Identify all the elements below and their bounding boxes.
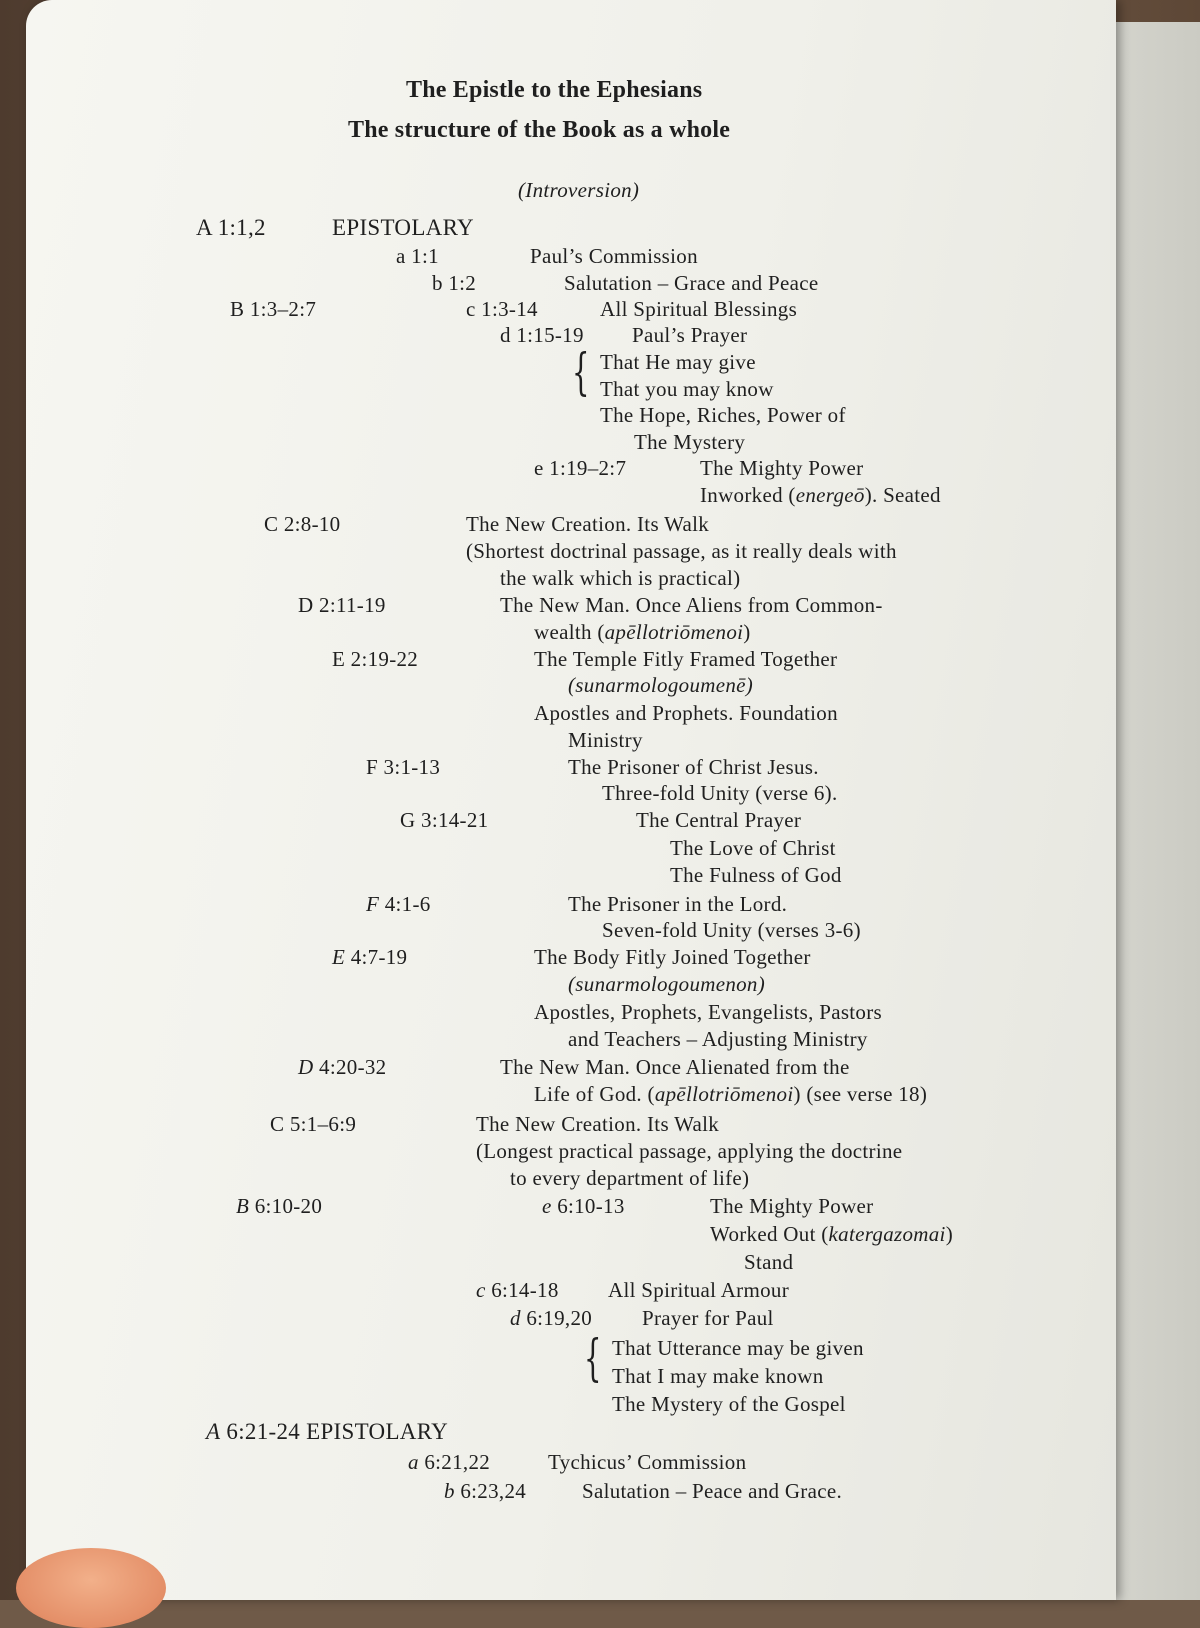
- member-C2-ref: C 5:1–6:9: [270, 1112, 357, 1136]
- member-G-ref: G 3:14-21: [400, 808, 489, 832]
- page-title: The Epistle to the Ephesians: [406, 77, 703, 103]
- member-d2-sub3: The Mystery of the Gospel: [612, 1392, 846, 1416]
- member-b1-text: Salutation – Grace and Peace: [564, 271, 819, 295]
- member-A1-label: EPISTOLARY: [332, 215, 474, 240]
- member-E1-sub2: Apostles and Prophets. Foundation: [534, 701, 838, 725]
- member-d1-ref: d 1:15-19: [500, 323, 584, 347]
- member-C1-text: The New Creation. Its Walk: [466, 512, 710, 536]
- member-G-sub2: The Fulness of God: [670, 863, 842, 887]
- member-c2-text: All Spiritual Armour: [608, 1278, 789, 1302]
- member-e1-text: The Mighty Power: [700, 456, 864, 480]
- member-D1-sub: wealth (apēllotriōmenoi): [534, 620, 751, 644]
- brace-icon: {: [584, 1329, 602, 1387]
- member-E2-text: The Body Fitly Joined Together: [534, 945, 811, 969]
- member-d1-sub2: That you may know: [600, 377, 774, 401]
- member-c1-text: All Spiritual Blessings: [600, 297, 798, 321]
- member-a1-text: Paul’s Commission: [530, 244, 698, 268]
- member-b2-text: Salutation – Peace and Grace.: [582, 1479, 843, 1503]
- member-e1-ref: e 1:19–2:7: [534, 456, 627, 480]
- member-e2-sub2: Stand: [744, 1250, 794, 1274]
- member-e1-sub: Inworked (energeō). Seated: [700, 483, 941, 507]
- member-F1-sub: Three-fold Unity (verse 6).: [602, 781, 838, 805]
- member-C1-sub2: the walk which is practical): [500, 566, 741, 590]
- member-a2-ref: a 6:21,22: [408, 1450, 491, 1474]
- member-D2-ref: D 4:20-32: [298, 1055, 387, 1079]
- member-B1-ref: B 1:3–2:7: [230, 297, 317, 321]
- member-F2-text: The Prisoner in the Lord.: [568, 892, 788, 916]
- member-a2-text: Tychicus’ Commission: [548, 1450, 747, 1474]
- member-a1-ref: a 1:1: [396, 244, 439, 268]
- member-b1-ref: b 1:2: [432, 271, 477, 295]
- member-C1-sub1: (Shortest doctrinal passage, as it really deals with: [466, 539, 897, 563]
- member-D1-ref: D 2:11-19: [298, 593, 386, 617]
- member-E2-sub2: Apostles, Prophets, Evangelists, Pastors: [534, 1000, 882, 1024]
- member-d2-text: Prayer for Paul: [642, 1306, 774, 1330]
- member-D2-sub: Life of God. (apēllotriōmenoi) (see verse 18): [534, 1082, 928, 1106]
- member-B2-ref: B 6:10-20: [236, 1194, 323, 1218]
- member-d1-sub3: The Hope, Riches, Power of: [600, 403, 846, 427]
- member-C2-sub2: to every department of life): [510, 1166, 750, 1190]
- page-subtitle: The structure of the Book as a whole: [348, 117, 731, 143]
- member-C2-text: The New Creation. Its Walk: [476, 1112, 720, 1136]
- member-F2-ref: F 4:1-6: [366, 892, 431, 916]
- member-d2-sub2: That I may make known: [612, 1364, 824, 1388]
- member-E2-ref: E 4:7-19: [332, 945, 408, 969]
- member-G-text: The Central Prayer: [636, 808, 802, 832]
- member-E1-sub3: Ministry: [568, 728, 643, 752]
- member-c1-ref: c 1:3-14: [466, 297, 538, 321]
- member-F1-ref: F 3:1-13: [366, 755, 441, 779]
- member-d2-ref: d 6:19,20: [510, 1306, 593, 1330]
- member-F2-sub: Seven-fold Unity (verses 3-6): [602, 918, 861, 942]
- member-c2-ref: c 6:14-18: [476, 1278, 559, 1302]
- structure-form: (Introversion): [518, 178, 640, 202]
- member-C1-ref: C 2:8-10: [264, 512, 341, 536]
- member-d1-text: Paul’s Prayer: [632, 323, 748, 347]
- member-C2-sub1: (Longest practical passage, applying the doctrine: [476, 1139, 903, 1163]
- member-F1-text: The Prisoner of Christ Jesus.: [568, 755, 819, 779]
- member-e2-sub: Worked Out (katergazomai): [710, 1222, 953, 1246]
- book-page: [26, 0, 1116, 1600]
- member-d1-sub1: That He may give: [600, 350, 756, 374]
- member-e2-text: The Mighty Power: [710, 1194, 874, 1218]
- member-E1-ref: E 2:19-22: [332, 647, 419, 671]
- member-D1-text: The New Man. Once Aliens from Common-: [500, 593, 883, 617]
- member-A1-ref: A 1:1,2: [196, 215, 266, 240]
- member-G-sub1: The Love of Christ: [670, 836, 836, 860]
- member-A2-ref: A 6:21-24 EPISTOLARY: [206, 1419, 448, 1444]
- member-E1-sub1: (sunarmologoumenē): [568, 673, 754, 697]
- member-d2-sub1: That Utterance may be given: [612, 1336, 864, 1360]
- member-E2-sub3: and Teachers – Adjusting Ministry: [568, 1027, 868, 1051]
- member-E1-text: The Temple Fitly Framed Together: [534, 647, 838, 671]
- member-e2-ref: e 6:10-13: [542, 1194, 625, 1218]
- member-D2-text: The New Man. Once Alienated from the: [500, 1055, 850, 1079]
- member-b2-ref: b 6:23,24: [444, 1479, 527, 1503]
- thumb: [16, 1548, 166, 1628]
- brace-icon: {: [572, 343, 590, 401]
- member-E2-sub1: (sunarmologoumenon): [568, 972, 766, 996]
- member-d1-sub4: The Mystery: [634, 430, 746, 454]
